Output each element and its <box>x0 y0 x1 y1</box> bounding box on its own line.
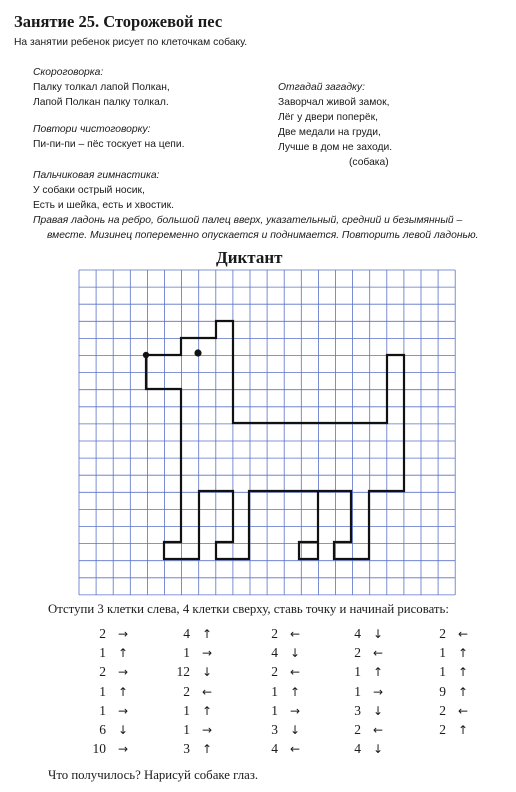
command-count: 1 <box>99 645 106 661</box>
finger-gym-line: Есть и шейка, есть и хвостик. <box>33 200 175 211</box>
finger-gym-instruction: вместе. Мизинец попеременно опускается и поднимается. Повторить левой ладонью. <box>47 230 479 241</box>
dog-eye-dot <box>194 349 201 356</box>
command-count: 1 <box>271 702 278 718</box>
command-count: 3 <box>271 722 278 737</box>
riddle-line: Заворчал живой замок, <box>278 97 390 108</box>
command-count: 1 <box>183 702 190 718</box>
command-count: 2 <box>183 683 190 699</box>
command-count: 12 <box>176 664 190 680</box>
arrow-up-icon: ↑ <box>457 723 469 737</box>
tongue-twister-line: Лапой Полкан палку толкал. <box>33 97 169 108</box>
graph-paper-grid <box>79 270 455 595</box>
finger-gym-label: Пальчиковая гимнастика: <box>33 170 160 181</box>
command-count: 2 <box>354 722 361 737</box>
command-count: 4 <box>271 645 278 661</box>
arrow-down-icon: ↓ <box>372 742 384 757</box>
command-count: 1 <box>439 645 446 661</box>
command-count: 1 <box>183 722 190 737</box>
final-question: Что получилось? Нарисуй собаке глаз. <box>48 768 259 782</box>
arrow-right-icon: → <box>201 723 213 737</box>
arrow-left-icon: ← <box>201 684 213 699</box>
arrow-down-icon: ↓ <box>289 646 301 661</box>
command-count: 2 <box>271 664 278 680</box>
command-count: 1 <box>354 683 361 699</box>
finger-gym-instruction: Правая ладонь на ребро, большой палец вверх, указательный, средний и безымянный – <box>33 215 463 226</box>
command-count: 1 <box>99 702 106 718</box>
arrow-right-icon: → <box>117 665 129 680</box>
command-count: 3 <box>354 702 361 718</box>
arrow-up-icon: ↑ <box>201 742 213 757</box>
dictation-heading: Диктант <box>216 248 283 267</box>
command-count: 2 <box>439 626 446 641</box>
arrow-right-icon: → <box>289 703 301 718</box>
arrow-right-icon: → <box>117 703 129 718</box>
command-count: 1 <box>354 664 361 680</box>
arrow-right-icon: → <box>201 646 213 661</box>
arrow-up-icon: ↑ <box>457 646 469 661</box>
arrow-left-icon: ← <box>289 665 301 680</box>
tongue-twister-line: Палку толкал лапой Полкан, <box>33 82 170 93</box>
arrow-left-icon: ← <box>289 627 301 641</box>
arrow-up-icon: ↑ <box>457 684 469 699</box>
arrow-down-icon: ↓ <box>372 627 384 641</box>
command-count: 2 <box>439 702 446 718</box>
command-count: 2 <box>99 664 106 680</box>
finger-gym-line: У собаки острый носик, <box>33 185 145 196</box>
pure-twister-line: Пи-пи-пи – пёс тоскует на цепи. <box>33 139 185 150</box>
command-count: 2 <box>439 722 446 737</box>
tongue-twister-label: Скороговорка: <box>33 67 104 78</box>
arrow-up-icon: ↑ <box>372 665 384 680</box>
arrow-down-icon: ↓ <box>372 703 384 718</box>
riddle-label: Отгадай загадку: <box>278 82 365 93</box>
command-count: 4 <box>183 626 190 641</box>
command-count: 4 <box>354 626 361 641</box>
command-count: 2 <box>271 626 278 641</box>
command-count: 1 <box>439 664 446 680</box>
arrow-left-icon: ← <box>289 742 301 757</box>
arrow-up-icon: ↑ <box>117 684 129 699</box>
pure-twister-label: Повтори чистоговорку: <box>33 124 151 135</box>
arrow-down-icon: ↓ <box>201 665 213 680</box>
arrow-left-icon: ← <box>457 627 469 641</box>
command-count: 6 <box>99 722 106 737</box>
command-count: 4 <box>271 741 278 757</box>
arrow-up-icon: ↑ <box>117 646 129 661</box>
arrow-right-icon: → <box>117 742 129 757</box>
arrow-up-icon: ↑ <box>457 665 469 680</box>
command-count: 1 <box>183 645 190 661</box>
arrow-down-icon: ↓ <box>289 723 301 737</box>
arrow-left-icon: ← <box>457 703 469 718</box>
arrow-right-icon: → <box>372 684 384 699</box>
arrow-left-icon: ← <box>372 723 384 737</box>
dictation-instruction: Отступи 3 клетки слева, 4 клетки сверху, ставь точку и начинай рисовать: <box>48 602 449 616</box>
dog-outline <box>146 321 404 559</box>
lesson-intro: На занятии ребенок рисует по клеточкам собаку. <box>14 37 248 48</box>
command-count: 10 <box>92 741 106 757</box>
command-count: 2 <box>354 645 361 661</box>
arrow-right-icon: → <box>117 627 129 641</box>
arrow-up-icon: ↑ <box>289 684 301 699</box>
riddle-answer: (собака) <box>349 157 389 168</box>
riddle-line: Две медали на груди, <box>278 127 381 138</box>
riddle-line: Лучше в дом не заходи. <box>278 142 393 153</box>
start-point-dot <box>143 352 149 358</box>
command-count: 4 <box>354 741 361 757</box>
arrow-up-icon: ↑ <box>201 703 213 718</box>
command-count: 2 <box>99 626 106 641</box>
command-count: 1 <box>99 683 106 699</box>
command-count: 9 <box>439 683 446 699</box>
arrow-left-icon: ← <box>372 646 384 661</box>
command-count: 3 <box>183 741 190 757</box>
riddle-line: Лёг у двери поперёк, <box>278 112 378 123</box>
lesson-title: Занятие 25. Сторожевой пес <box>14 12 223 31</box>
command-count: 1 <box>271 683 278 699</box>
arrow-down-icon: ↓ <box>117 723 129 737</box>
arrow-up-icon: ↑ <box>201 627 213 641</box>
